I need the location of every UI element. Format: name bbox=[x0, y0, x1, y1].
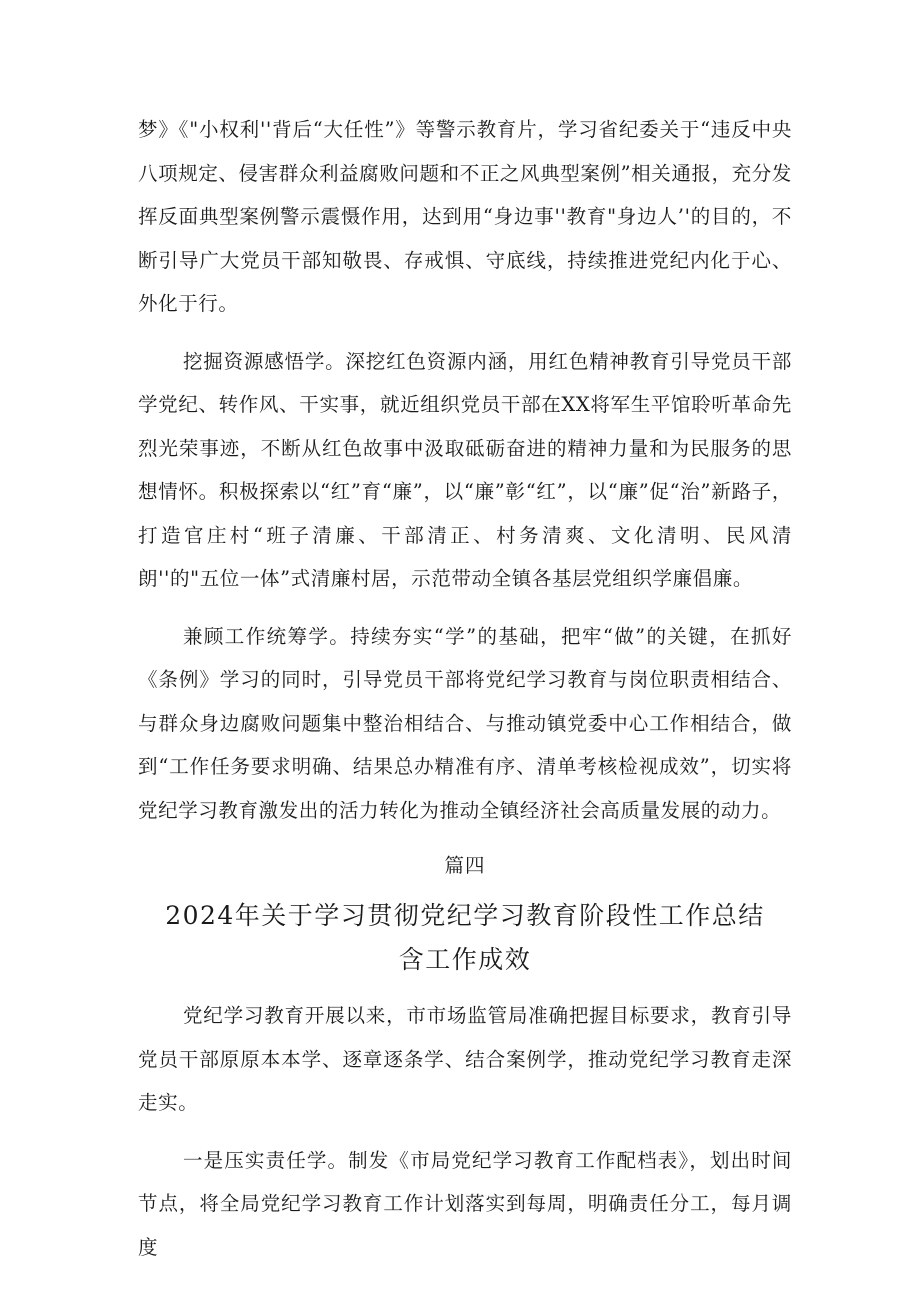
paragraph-warning-films: 梦》《"小权利''背后“大任性”》等警示教育片，学习省纪委关于“违反中央八项规定、侵害群众利益腐败问题和不正之风典型案例”相关通报，充分发挥反面典型案例警示震慑作用，达到用“身边事''教育"身边人’'的目的，不断引导广大党员干部知敬畏、存戒惧、守底线，持续推进党纪内化于心、外化于行。 bbox=[138, 118, 792, 315]
section-label: 篇四 bbox=[444, 854, 486, 877]
document-title bbox=[138, 894, 792, 982]
paragraph-work-coordination: 兼顾工作统筹学。持续夯实“学”的基础，把牢“做”的关键，在抓好《条例》学习的同时，引导党员干部将党纪学习教育与岗位职责相结合、与群众身边腐败问题集中整治相结合、与推动镇党委中心工作相结合，做到“工作任务要求明确、结果总办精准有序、清单考核检视成效”，切实将党纪学习教育激发出的活力转化为推动全镇经济社会高质量发展的动力。 bbox=[138, 624, 792, 822]
title-line-1: 2024年关于学习贯彻党纪学习教育阶段性工作总结 bbox=[165, 901, 765, 930]
title-line-2: 含工作成效 bbox=[398, 945, 532, 974]
paragraph-responsibility: 一是压实责任学。制发《市局党纪学习教育工作配档表》，划出时间节点，将全局党纪学习教育工作计划落实到每周，明确责任分工，每月调度 bbox=[138, 1148, 792, 1259]
document-page bbox=[138, 108, 792, 1269]
paragraph-red-resources: 挖掘资源感悟学。深挖红色资源内涵，用红色精神教育引导党员干部学党纪、转作风、干实事，就近组织党员干部在XX将军生平馆聆听革命先烈光荣事迹，不断从红色故事中汲取砥砺奋进的精神力量和为民服务的思想情怀。积极探索以“红”育“廉”，以“廉”彰“红”，以“廉”促“治”新路子，打造官庄村“班子清廉、干部清正、村务清爽、文化清明、民风清朗''的"五位一体”式清廉村居，示范带动全镇各基层党组织学廉倡廉。 bbox=[138, 349, 792, 590]
paragraph-intro: 党纪学习教育开展以来，市市场监管局准确把握目标要求，教育引导党员干部原原本本学、逐章逐条学、结合案例学，推动党纪学习教育走深走实。 bbox=[138, 1004, 792, 1114]
